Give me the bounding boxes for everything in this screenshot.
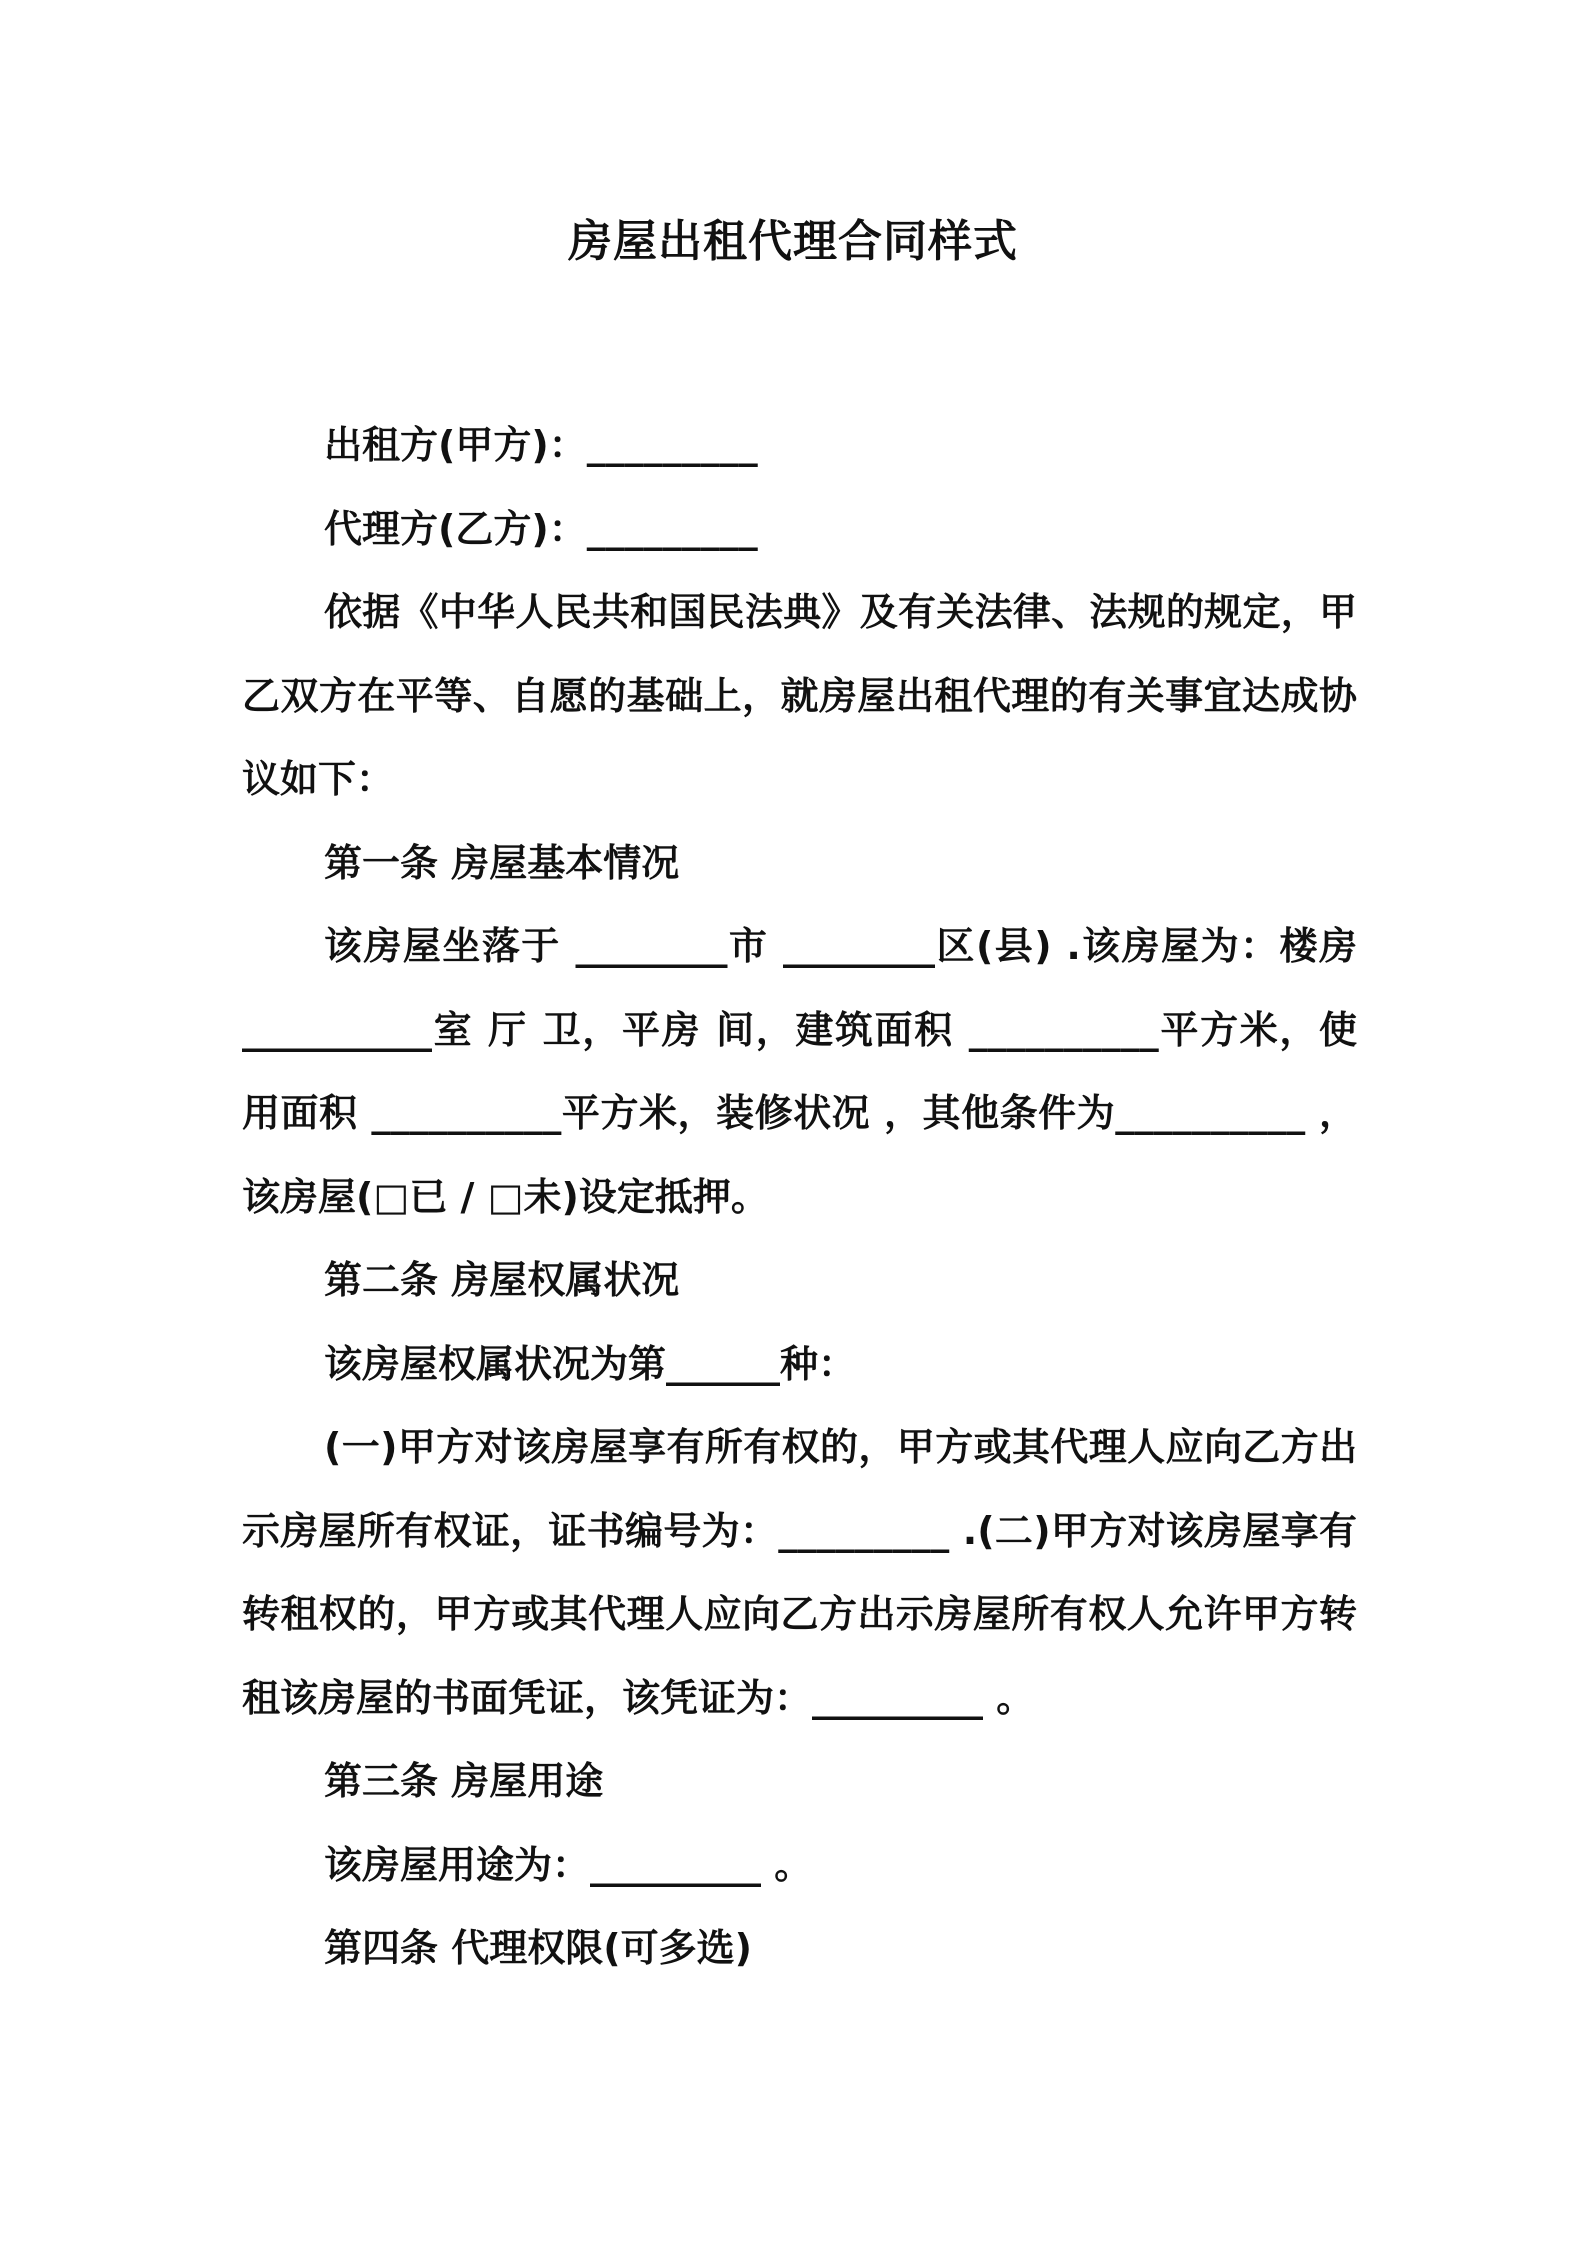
article-4-heading: 第四条 代理权限(可多选) xyxy=(324,1926,752,1970)
document-body xyxy=(242,404,1357,1991)
lessor-line: 出租方(甲方)：_________ xyxy=(324,423,758,467)
article-1-heading: 第一条 房屋基本情况 xyxy=(324,840,680,885)
article-3-line: 该房屋用途为：_________ 。 xyxy=(324,1842,813,1887)
article-2-line: 该房屋权属状况为第______种： xyxy=(324,1341,857,1386)
document-title: 房屋出租代理合同样式 xyxy=(568,216,1018,267)
article-1-body: 该房屋坐落于 ________市 ________区(县) .该房屋为：楼房 __________室 厅 卫，平房 间，建筑面积 __________平方米，使用面积 __________平方米，装修状况 ，其他条件为__________ ，该房屋(□已 / □未)设定抵押。 xyxy=(242,924,1357,1219)
intro-paragraph: 依据《中华人民共和国民法典》及有关法律、法规的规定，甲乙双方在平等、自愿的基础上，就房屋出租代理的有关事宜达成协议如下： xyxy=(242,590,1357,801)
article-2-body: (一)甲方对该房屋享有所有权的，甲方或其代理人应向乙方出示房屋所有权证，证书编号为：_________ .(二)甲方对该房屋享有转租权的，甲方或其代理人应向乙方出示房屋所有权人允许甲方转租该房屋的书面凭证，该凭证为：_________ 。 xyxy=(242,1425,1357,1720)
article-2-heading: 第二条 房屋权属状况 xyxy=(324,1258,680,1302)
article-3-heading: 第三条 房屋用途 xyxy=(324,1759,604,1803)
agent-line: 代理方(乙方)：_________ xyxy=(324,506,758,551)
